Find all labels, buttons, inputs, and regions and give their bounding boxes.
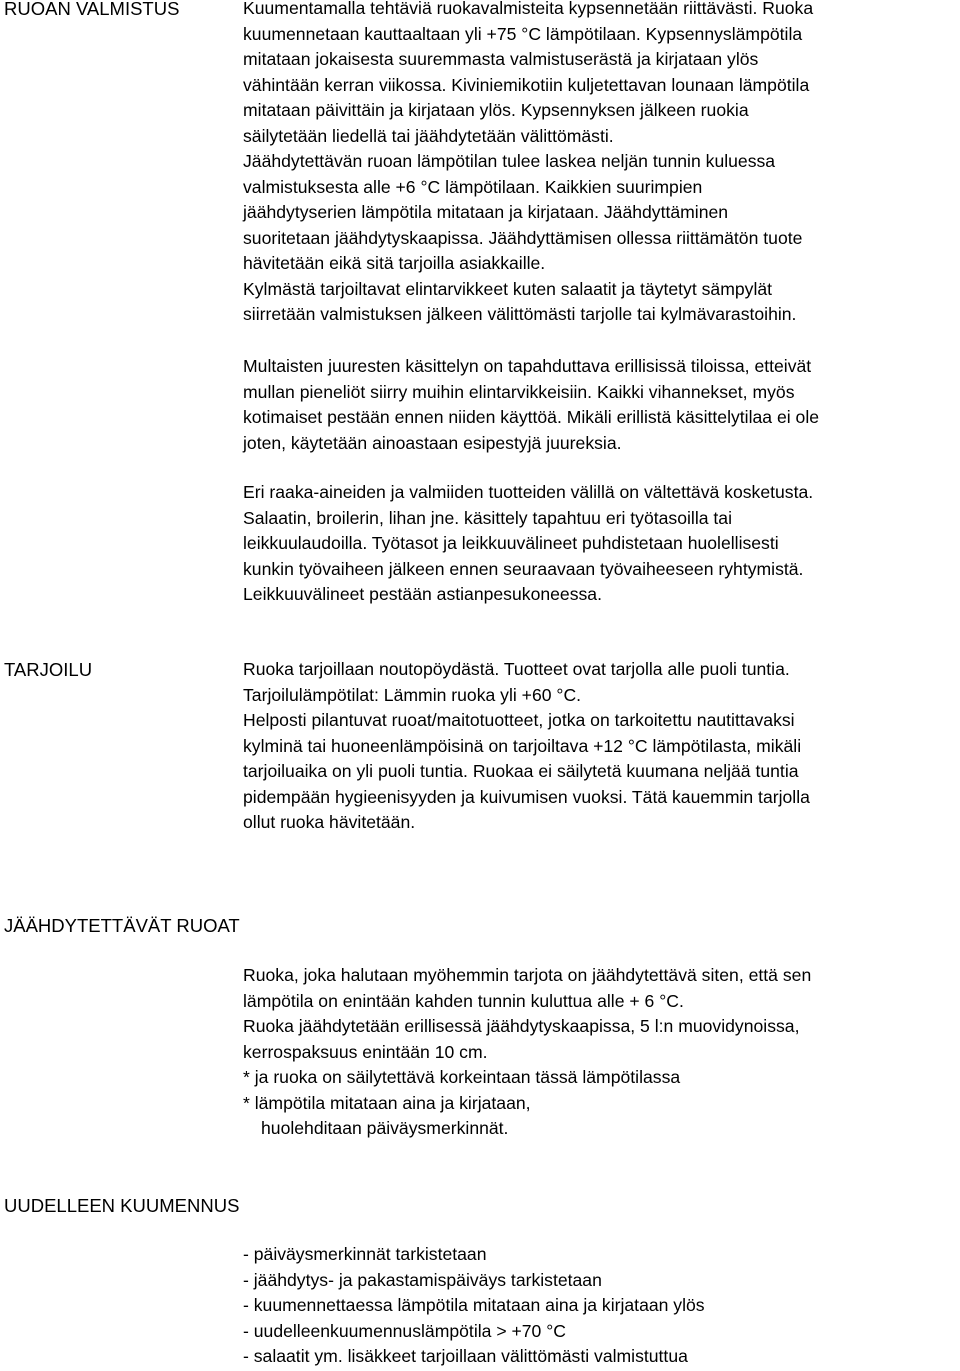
heading-tarjoilu: TARJOILU bbox=[4, 659, 93, 680]
text-line: Ruoka jäähdytetään erillisessä jäähdytyskaapissa, 5 l:n muovidynoissa, bbox=[243, 1016, 800, 1036]
text-line: hävitetään eikä sitä tarjoilla asiakkaille. bbox=[243, 253, 546, 273]
text-line: Eri raaka-aineiden ja valmiiden tuotteiden välillä on vältettävä kosketusta. bbox=[243, 482, 814, 502]
list-item: - päiväysmerkinnät tarkistetaan bbox=[243, 1244, 487, 1264]
text-line: mitataan päivittäin ja kirjataan ylös. Kypsennyksen jälkeen ruokia bbox=[243, 100, 749, 120]
text-line: pidempään hygieenisyyden ja kuivumisen vuoksi. Tätä kauemmin tarjolla bbox=[243, 786, 810, 807]
ruoan-valmistus-paragraph-3 bbox=[243, 480, 960, 608]
text-line: kunkin työvaiheen jälkeen ennen seuraavaan työvaiheeseen ryhtymistä. bbox=[243, 558, 804, 579]
text-line: leikkuulaudoilla. Työtasot ja leikkuuvälineet puhdistetaan huolellisesti bbox=[243, 533, 779, 553]
text-line: huolehditaan päiväysmerkinnät. bbox=[261, 1118, 509, 1138]
text-line: Salaatin, broilerin, lihan jne. käsittely tapahtuu eri työtasoilla tai bbox=[243, 507, 732, 528]
list-item: - kuumennettaessa lämpötila mitataan aina ja kirjataan ylös bbox=[243, 1295, 705, 1315]
text-line: Ruoka, joka halutaan myöhemmin tarjota on jäähdytettävä siten, että sen bbox=[243, 965, 812, 985]
text-line: * ja ruoka on säilytettävä korkeintaan tässä lämpötilassa bbox=[243, 1067, 681, 1087]
text-line: suoritetaan jäähdytyskaapissa. Jäähdyttämisen ollessa riittämätön tuote bbox=[243, 227, 803, 248]
text-line: Tarjoilulämpötilat: Lämmin ruoka yli +60 °C. bbox=[243, 684, 582, 705]
text-line: Jäähdytettävän ruoan lämpötilan tulee laskea neljän tunnin kuluessa bbox=[243, 151, 776, 171]
text-line: joten, käytetään ainoastaan esipestyjä juureksia. bbox=[243, 432, 622, 453]
text-line: Ruoka tarjoillaan noutopöydästä. Tuotteet ovat tarjolla alle puoli tuntia. bbox=[243, 659, 790, 679]
text-line: kotimaiset pestään ennen niiden käyttöä. Mikäli erillistä käsittelytilaa ei ole bbox=[243, 407, 820, 427]
text-line: mullan pieneliöt siirry muihin elintarvikkeisiin. Kaikki vihannekset, myös bbox=[243, 381, 795, 402]
text-line: Kuumentamalla tehtäviä ruokavalmisteita kypsennetään riittävästi. Ruoka bbox=[243, 0, 814, 18]
text-line: kylminä tai huoneenlämpöisinä on tarjoiltava +12 °C lämpötilasta, mikäli bbox=[243, 735, 802, 756]
text-line: Leikkuuvälineet pestään astianpesukoneessa. bbox=[243, 584, 602, 604]
text-line: mitataan jokaisesta suuremmasta valmistuserästä ja kirjataan ylös bbox=[243, 49, 759, 69]
text-line: tarjoiluaika on yli puoli tuntia. Ruokaa ei säilytetä kuumana neljää tuntia bbox=[243, 761, 799, 781]
text-line: säilytetään liedellä tai jäähdytetään välittömästi. bbox=[243, 125, 614, 146]
heading-ruoan-valmistus: RUOAN VALMISTUS bbox=[4, 0, 180, 19]
text-line: Helposti pilantuvat ruoat/maitotuotteet, jotka on tarkoitettu nautittavaksi bbox=[243, 710, 795, 730]
text-line: * lämpötila mitataan aina ja kirjataan, bbox=[243, 1092, 531, 1113]
ruoan-valmistus-paragraph-1 bbox=[243, 0, 960, 328]
list-item: - uudelleenkuumennuslämpötila > +70 °C bbox=[243, 1320, 566, 1341]
heading-uudelleen-kuumennus: UUDELLEEN KUUMENNUS bbox=[4, 1195, 240, 1216]
text-line: kuumennetaan kauttaaltaan yli +75 °C lämpötilaan. Kypsennyslämpötila bbox=[243, 23, 803, 44]
uudelleen-kuumennus-list bbox=[243, 1242, 960, 1370]
jaahdytettavat-ruoat-text bbox=[243, 963, 960, 1142]
list-item: - jäähdytys- ja pakastamispäiväys tarkistetaan bbox=[243, 1269, 602, 1290]
text-line: siirretään valmistuksen jälkeen välittömästi tarjolle tai kylmävarastoihin. bbox=[243, 304, 797, 324]
list-item: - salaatit ym. lisäkkeet tarjoillaan välittömästi valmistuttua bbox=[243, 1346, 688, 1366]
text-line: kerrospaksuus enintään 10 cm. bbox=[243, 1041, 488, 1062]
text-line: lämpötila on enintään kahden tunnin kuluttua alle + 6 °C. bbox=[243, 990, 684, 1011]
text-line: valmistuksesta alle +6 °C lämpötilaan. Kaikkien suurimpien bbox=[243, 176, 703, 197]
text-line: Kylmästä tarjoiltavat elintarvikkeet kuten salaatit ja täytetyt sämpylät bbox=[243, 278, 773, 299]
ruoan-valmistus-paragraph-2 bbox=[243, 354, 960, 456]
text-line: ollut ruoka hävitetään. bbox=[243, 812, 416, 832]
text-line: jäähdytyserien lämpötila mitataan ja kirjataan. Jäähdyttäminen bbox=[243, 202, 729, 222]
text-line: Multaisten juuresten käsittelyn on tapahduttava erillisissä tiloissa, etteivät bbox=[243, 356, 812, 376]
heading-jaahdytettavat-ruoat: JÄÄHDYTETTÄVÄT RUOAT bbox=[4, 915, 240, 936]
text-line: vähintään kerran viikossa. Kiviniemikotiin kuljetettavan lounaan lämpötila bbox=[243, 74, 810, 95]
tarjoilu-text bbox=[243, 657, 960, 836]
